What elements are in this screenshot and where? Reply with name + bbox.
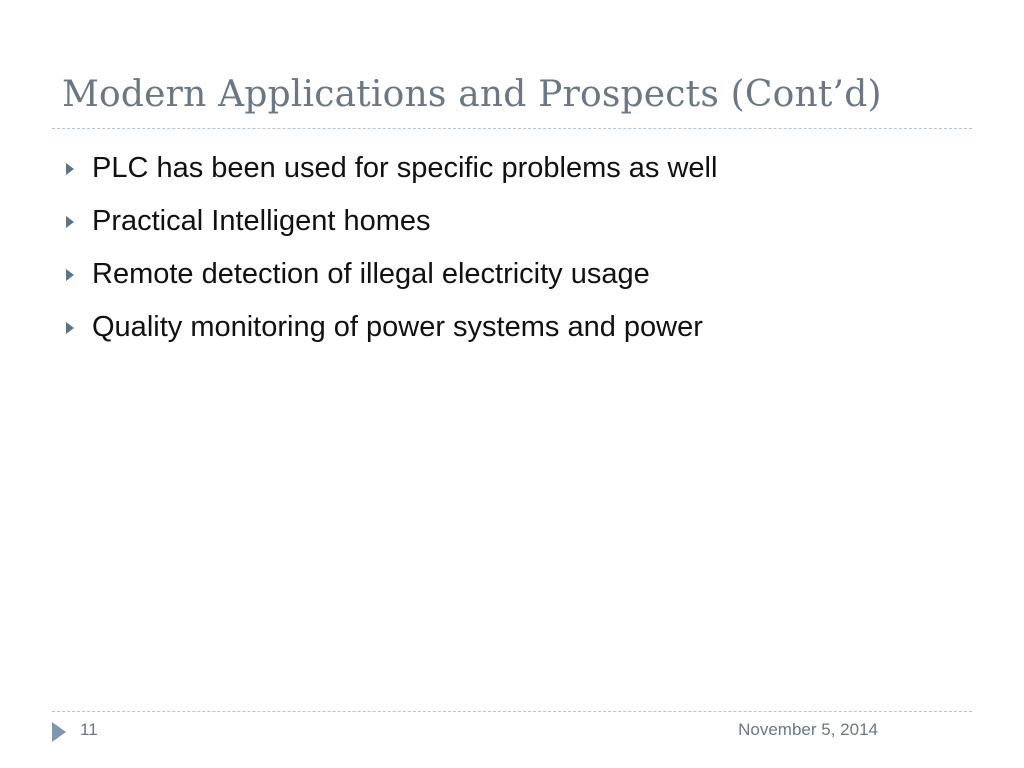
footer-divider (52, 711, 972, 712)
slide-title: Modern Applications and Prospects (Cont’d) (62, 74, 882, 115)
bullet-text: Quality monitoring of power systems and power (92, 311, 703, 343)
list-item (62, 195, 717, 248)
triangle-right-icon (66, 216, 74, 228)
triangle-right-icon (52, 722, 66, 742)
title-divider (52, 128, 972, 129)
bullet-text: Practical Intelligent homes (92, 205, 431, 237)
triangle-right-icon (66, 322, 74, 334)
footer-date: November 5, 2014 (738, 720, 878, 739)
triangle-right-icon (66, 163, 74, 175)
list-item (62, 301, 717, 354)
bullet-list (62, 142, 717, 354)
bullet-text: Remote detection of illegal electricity usage (92, 258, 650, 290)
list-item (62, 248, 717, 301)
bullet-text: PLC has been used for specific problems as well (92, 152, 718, 184)
slide-number: 11 (80, 720, 98, 739)
list-item (62, 142, 717, 195)
triangle-right-icon (66, 269, 74, 281)
